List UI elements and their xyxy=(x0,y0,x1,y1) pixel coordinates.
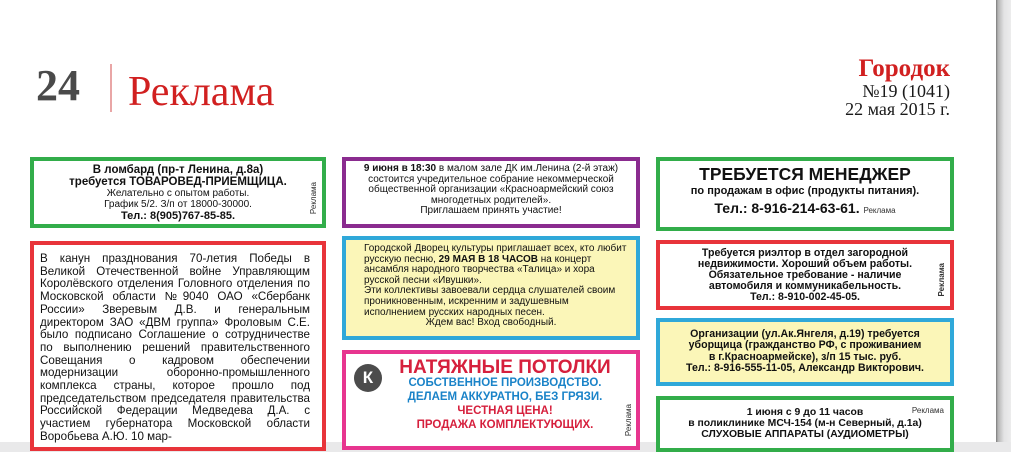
ad-hearing-aids xyxy=(656,396,954,452)
ad-line: 1 июня с 9 до 11 часов xyxy=(746,407,864,418)
ad-founding-meeting xyxy=(342,157,640,228)
ad-phone: Тел.: 8-910-002-45-05. xyxy=(750,291,860,303)
reklama-label: Реклама xyxy=(937,262,946,296)
ad-line: ПРОДАЖА КОМПЛЕКТУЮЩИХ. xyxy=(416,419,594,431)
ad-line: Организации (ул.Ак.Янгеля, д.19) требуется xyxy=(690,328,920,340)
ad-line: Требуется риэлтор в отдел загородной xyxy=(701,247,909,259)
ad-line: автомобиля и коммуникабельность. xyxy=(708,280,902,292)
section-title: Реклама xyxy=(128,69,275,115)
ad-text: в малом зале ДК им.Ленина (2-й этаж) состоится учредительное собрание некоммерческой общественной организации «Красноармейский союз многодетных родителей». xyxy=(368,163,619,206)
ad-line: Желательно с опытом работы. xyxy=(106,188,250,199)
ad-line: недвижимости. Хороший объем работы. xyxy=(697,258,913,270)
ad-sberbank-article xyxy=(30,241,326,451)
ad-line: требуется ТОВАРОВЕД-ПРИЕМЩИЦА. xyxy=(69,176,287,188)
ad-line: уборщица (гражданство РФ, с проживанием xyxy=(688,339,922,352)
masthead xyxy=(845,56,950,118)
ad-cleaner-vacancy xyxy=(656,318,954,386)
ad-date: 29 МАЯ В 18 ЧАСОВ xyxy=(438,253,538,265)
phone-text: Тел.: 8-916-214-63-61. xyxy=(714,200,860,216)
ad-stretch-ceilings xyxy=(342,350,640,450)
header-divider xyxy=(110,64,112,112)
reklama-label: Реклама xyxy=(624,403,633,436)
ad-line: График 5/2. З/п от 18000-30000. xyxy=(104,199,252,210)
ad-line: СОБСТВЕННОЕ ПРОИЗВОДСТВО. xyxy=(408,377,602,389)
ad-paragraph: Эти коллективы завоевали сердца слушателей своим проникновенным, искренним и задушевным исполнением русских народных песен. xyxy=(364,285,616,318)
ad-closing: Ждем вас! Вход свободный. xyxy=(425,317,557,329)
ad-line: Обязательное требование - наличие xyxy=(708,269,902,281)
reklama-label: Реклама xyxy=(911,406,944,415)
article-text: В канун празднования 70-летия Победы в Великой Отечественной войне Управляющим Королёвского отделения Головного отделения по Московской области №9040 ОАО «Сбербанк России» Зверевым Д.В. и генеральным директором ЗАО «ДВМ группа» Фроловым С.Е. было подписано Соглашение о сотрудничестве по выполнению решений правительственного Совещания о кадровом обеспечении модернизации оборонно-промышленного комплекса страны, которое прошло под председательством председателя правительства Российской Федерации Медведева Д.А. с участием губернатора Московской области Воробьева А.Ю. 10 мар- xyxy=(40,252,310,443)
ad-line: по продажам в офис (продукты питания). xyxy=(690,185,920,197)
ad-body xyxy=(354,244,628,286)
ad-manager-vacancy xyxy=(656,157,954,231)
ad-line: ЧЕСТНАЯ ЦЕНА! xyxy=(457,405,553,417)
ad-body xyxy=(354,164,628,206)
ad-line: ДЕЛАЕМ АККУРАТНО, БЕЗ ГРЯЗИ. xyxy=(407,390,603,403)
ad-phone: Тел.: 8-916-555-11-05, Александр Викторович. xyxy=(686,361,924,374)
reklama-label: Реклама xyxy=(309,181,318,214)
ad-headline: НАТЯЖНЫЕ ПОТОЛКИ xyxy=(399,357,611,378)
issue-date: 22 мая 2015 г. xyxy=(845,99,950,119)
ad-pawnshop xyxy=(30,157,326,228)
ad-text: на концерт ансамбля народного творчества «Талица» и хора русской песни «Ивушки». xyxy=(364,253,595,286)
page-number: 24 xyxy=(36,61,80,110)
ad-phone: Тел.: 8(905)767-85-85. xyxy=(120,210,236,222)
ad-headline: ТРЕБУЕТСЯ МЕНЕДЖЕР xyxy=(699,164,911,184)
ad-line: В ломбард (пр-т Ленина, д.8а) xyxy=(92,164,264,176)
ad-realtor-vacancy xyxy=(656,240,954,310)
company-logo-icon: К xyxy=(354,364,382,392)
ad-concert xyxy=(342,236,640,340)
issue-number: №19 (1041) xyxy=(862,81,950,101)
page-edge-shadow xyxy=(996,0,1011,442)
ad-time: 9 июня в 18:30 xyxy=(363,163,437,174)
ad-phone xyxy=(660,198,950,221)
ad-line: в поликлинике МСЧ-154 (м-н Северный, д.1а) xyxy=(688,417,922,429)
newspaper-name: Городок xyxy=(858,55,950,82)
reklama-label: Реклама xyxy=(863,206,896,215)
ad-line: в г.Красноармейске), з/п 15 тыс. руб. xyxy=(708,350,902,363)
ad-text: Городской Дворец культуры приглашает всех, кто любит русскую песню, xyxy=(364,243,627,265)
ad-closing: Приглашаем принять участие! xyxy=(420,205,562,217)
ad-line: СЛУХОВЫЕ АППАРАТЫ (АУДИОМЕТРЫ) xyxy=(701,428,909,440)
